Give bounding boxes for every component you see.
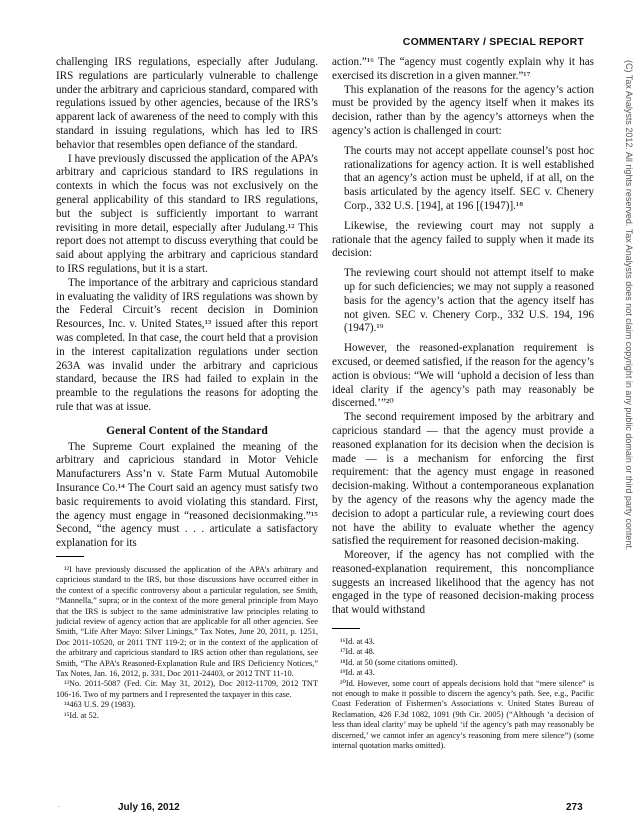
footnote-rule (332, 628, 360, 629)
footnote-rule (56, 556, 84, 557)
footnote: ¹⁵Id. at 52. (64, 710, 99, 720)
footer-date: July 16, 2012 (118, 802, 180, 813)
body-paragraph: The Supreme Court explained the meaning of the arbitrary and capricious standard in Motor Vehicle Manufacturers Ass’n v. State Farm Mutual Automobile Insurance Co.¹⁴ The Court said an agency must satisfy two basic requirements to avoid violating this standard. First, the agency must engage in “reasoned decisionmaking.”¹⁵ Second, “the agency must . . . articulate a satisfactory explanation for its (56, 440, 318, 550)
body-paragraph: The second requirement imposed by the arbitrary and capricious standard — that the agency must provide a reasoned explanation for its decision when the decision is made — is a mechanism for enforcing the first requirement: that the agency must engage in reasoned decision-making. Without a contemporaneous explanation by the agency of the reasons why the agency made the decision to adopt a particular rule, a reviewing court does not have the ability to evaluate whether the agency satisfied the requirement for reasoned decision-making. (332, 411, 594, 548)
body-paragraph: However, the reasoned-explanation requirement is excused, or deemed satisfied, if the reason for the agency’s action is obvious: “We will ‘uphold a decision of less than ideal clarity if the agency’s path may reasonably be discerned.’”²⁰ (332, 342, 594, 410)
left-column (56, 56, 318, 551)
footnote: ¹⁹Id. at 43. (340, 668, 375, 678)
right-column (332, 56, 594, 618)
footnote: ¹⁴463 U.S. 29 (1983). (64, 700, 136, 710)
footnote: ¹⁸Id. at 50 (some citations omitted). (340, 657, 458, 667)
footnote: ¹⁶Id. at 43. (340, 637, 375, 646)
running-header: COMMENTARY / SPECIAL REPORT (402, 36, 584, 48)
body-paragraph: action.”¹⁶ The “agency must cogently explain why it has exercised its discretion in a given manner.”¹⁷ (332, 56, 594, 82)
block-quote: The reviewing court should not attempt itself to make up for such deficiencies; we may not supply a reasoned basis for the agency’s action that the agency itself has not given. SEC v. Chenery Corp., 332 U.S. 194, 196 (1947).¹⁹ (344, 267, 594, 335)
footnote: ¹³No. 2011-5087 (Fed. Cir. May 31, 2012), Doc 2012-11709, 2012 TNT 106-16. Two of my partners and I represented the taxpayer in this case. (56, 679, 318, 699)
body-paragraph: This explanation of the reasons for the agency’s action must be provided by the agency itself when it makes its decision, rather than by the agency’s attorneys when the agency’s action is challenged in court: (332, 83, 594, 137)
footnote: ¹⁷Id. at 48. (340, 647, 375, 657)
footnote: ¹²I have previously discussed the application of the APA’s arbitrary and capricious standard to the IRS, but those discussions have occurred either in the context of a specific controversy about a particular regulation, see Smith, “Mannella,” supra; or in the context of the more general principle from Mayo that the IRS is subject to the same administrative law principles relating to judicial review of agency action that are applicable for all other agencies. See Smith, “Life After Mayo: Silver Linings,” Tax Notes, June 20, 2011, p. 1251, Doc 2011-10520, or 2011 TNT 119-2; or in the context of the application of the arbitrary and capricious standard to IRS action other than regulations, see Smith, “The APA’s Reasoned-Explanation Rule and IRS Deficiency Notices,” Tax Notes, Jan. 16, 2012, p. 331, Doc 2011-24403, or 2012 TNT 11-10. (56, 565, 318, 679)
copyright-notice: (C) Tax Analysts 2012. All rights reserved. Tax Analysts does not claim copyright in any public domain or third party content. (624, 60, 634, 551)
body-paragraph: challenging IRS regulations, especially after Judulang. IRS regulations are particularly vulnerable to challenge under the arbitrary and capricious standard, compared with regulations issued by other agencies, because of the IRS’s apparent lack of awareness of the need to comply with this standard in issuing regulations, which has led to IRS behavior that resembles open defiance of the standard. (56, 56, 318, 151)
body-paragraph: I have previously discussed the application of the APA’s arbitrary and capricious standard to IRS regulations in contexts in which the focus was not exclusively on the general applicability of this standard to IRS regulations, but the subject is sufficiently important to warrant revisiting in more detail, especially after Judulang.¹² This report does not attempt to discuss everything that could be said about applying the arbitrary and capricious standard to IRS regulations, but it is a start. (56, 152, 318, 275)
footnote: ²⁰Id. However, some court of appeals decisions hold that “mere silence” is not enough to make it possible to discern the agency’s path. See, e.g., Pacific Coast Federation of Fishermen’s Associations v. United States Bureau of Reclamation, 426 F.3d 1082, 1091 (9th Cir. 2005) (“Although ‘a decision of less than ideal clarity’ may be upheld ‘if the agency’s path may reasonably be discerned,’ we cannot infer an agency’s reasoning from mere silence”) (some internal quotation marks omitted). (332, 678, 594, 751)
left-footnotes (56, 556, 318, 721)
section-heading: General Content of the Standard (106, 424, 268, 437)
body-paragraph: Moreover, if the agency has not complied with the reasoned-explanation requirement, this noncompliance suggests an increased likelihood that the agency has not engaged in the type of reasoned decision-making process that would withstand (332, 549, 594, 617)
right-footnotes (332, 628, 594, 751)
page-number: 273 (566, 802, 583, 813)
page-mark: . (58, 800, 60, 809)
body-paragraph: Likewise, the reviewing court may not supply a rationale that the agency failed to supply when it made its decision: (332, 219, 594, 260)
body-paragraph: The importance of the arbitrary and capricious standard in evaluating the validity of IRS regulations was shown by the Federal Circuit’s recent decision in Dominion Resources, Inc. v. United States,¹³ issued after this report was completed. In that case, the court held that a provision in the interest capitalization regulations under section 263A was invalid under the arbitrary and capricious standard, because the IRS had failed to explain in the preamble to the regulations the reasons for adopting the rule that was at issue. (56, 276, 318, 413)
block-quote: The courts may not accept appellate counsel’s post hoc rationalizations for agency action. It is well established that an agency’s action must be upheld, if at all, on the basis articulated by the agency itself. SEC v. Chenery Corp., 332 U.S. [194], at 196 [(1947)].¹⁸ (344, 144, 594, 212)
